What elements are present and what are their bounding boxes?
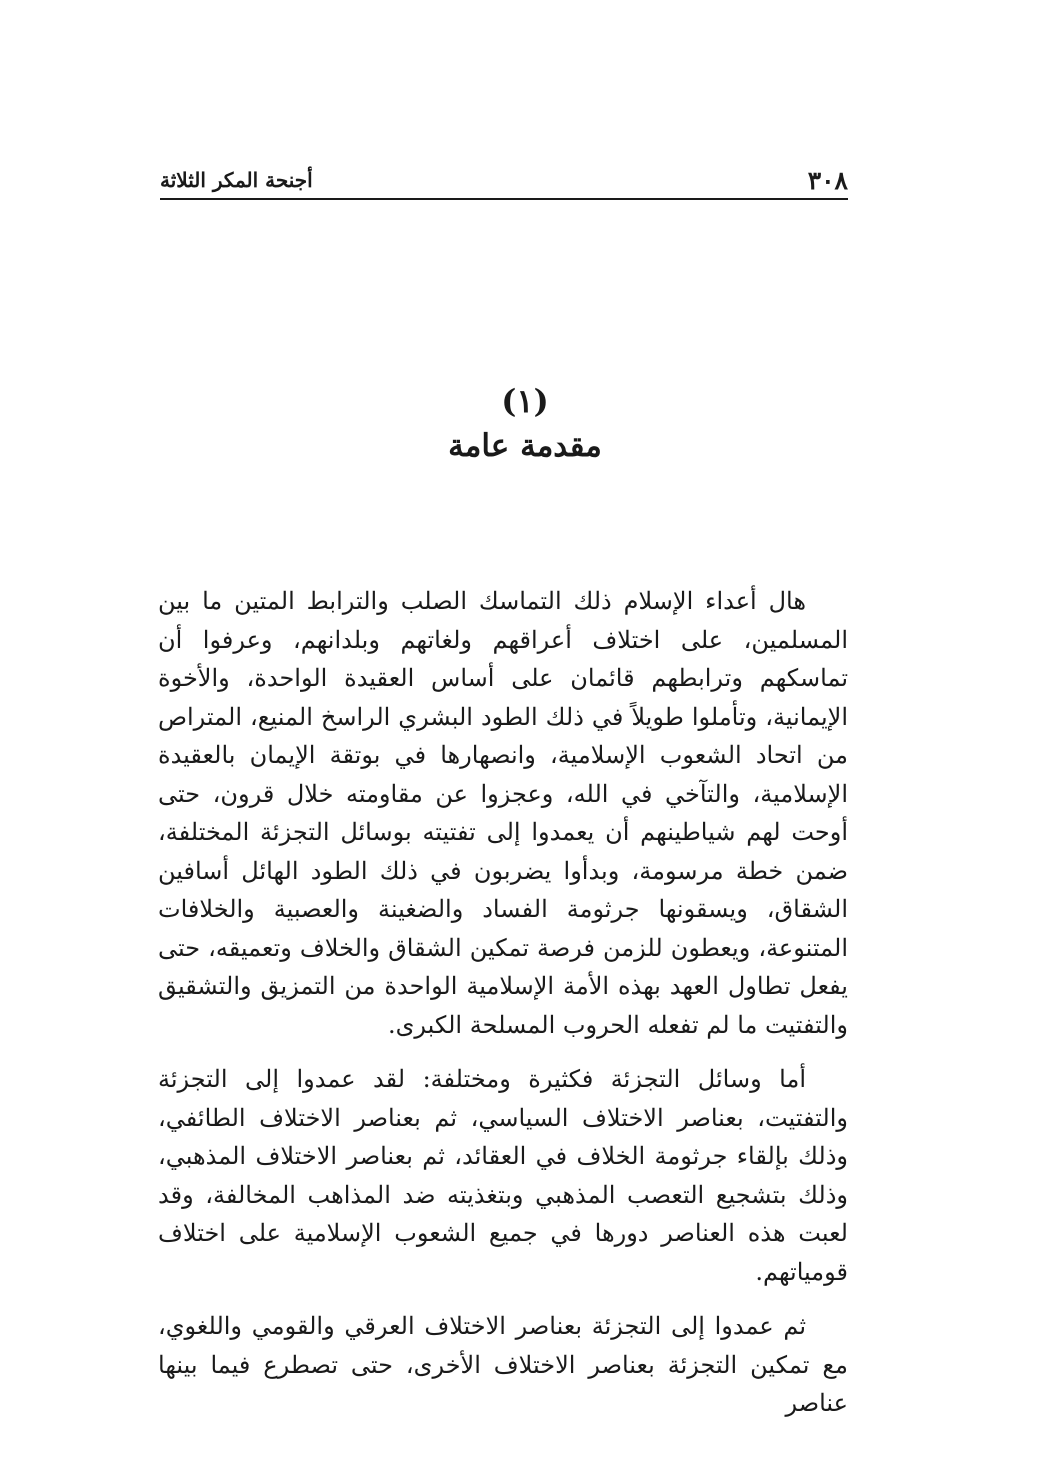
running-title: أجنحة المكر الثلاثة — [160, 168, 313, 192]
paragraph: ثم عمدوا إلى التجزئة بعناصر الاختلاف العرقي والقومي واللغوي، مع تمكين التجزئة بعناصر الاختلاف الأخرى، حتى تصطرع فيما بينها عناصر — [158, 1312, 848, 1417]
paragraph: هال أعداء الإسلام ذلك التماسك الصلب والترابط المتين ما بين المسلمين، على اختلاف أعراقهم ولغاتهم وبلدانهم، وعرفوا أن تماسكهم وترابطهم قائمان على أساس العقيدة الواحدة، والأخوة الإيمانية، وتأملوا طويلاً في ذلك الطود البشري الراسخ المنيع، المتراص من اتحاد الشعوب الإسلامية، وانصهارها في بوتقة الإيمان بالعقيدة الإسلامية، والتآخي في الله، وعجزوا عن مقاومته خلال قرون، حتى أوحت لهم شياطينهم أن يعمدوا إلى تفتيته بوسائل التجزئة المختلفة، ضمن خطة مرسومة، وبدأوا يضربون في ذلك الطود الهائل أسافين الشقاق، ويسقونها جرثومة الفساد والضغينة والعصبية والخلافات المتنوعة، ويعطون للزمن فرصة تمكين الشقاق والخلاف وتعميقه، حتى يفعل تطاول العهد بهذه الأمة الإسلامية الواحدة من التمزيق والتشقيق والتفتيت ما لم تفعله الحروب المسلحة الكبرى. — [158, 587, 848, 1039]
page-header — [160, 162, 848, 196]
section-number: (١) — [501, 382, 549, 420]
body-text — [158, 582, 848, 1439]
header-divider — [160, 198, 848, 200]
section-title: مقدمة عامة — [448, 428, 602, 464]
paragraph: أما وسائل التجزئة فكثيرة ومختلفة: لقد عمدوا إلى التجزئة والتفتيت، بعناصر الاختلاف السياسي، ثم بعناصر الاختلاف الطائفي، وذلك بإلقاء جرثومة الخلاف في العقائد، ثم بعناصر الاختلاف المذهبي، وذلك بتشجيع التعصب المذهبي وبتغذيته ضد المذاهب المخالفة، وقد لعبت هذه العناصر دورها في جميع الشعوب الإسلامية على اختلاف قومياتهم. — [158, 1065, 848, 1286]
page-number: ٣٠٨ — [807, 166, 848, 195]
